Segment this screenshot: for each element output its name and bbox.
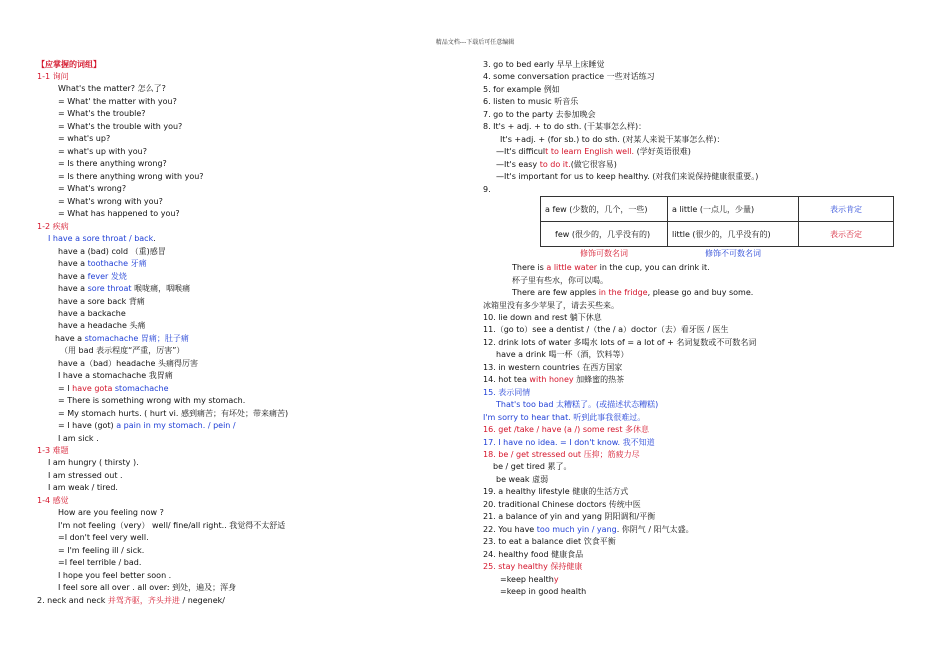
text-line <box>58 507 164 518</box>
text-line <box>483 184 491 195</box>
table-cell <box>799 247 894 260</box>
text-line <box>55 333 189 344</box>
text-span: =keep health <box>500 575 554 584</box>
text-line <box>483 536 616 547</box>
text-span: = What's wrong with you? <box>58 197 163 206</box>
text-line <box>60 345 184 356</box>
text-span: I am weak / tired. <box>48 483 118 492</box>
text-line <box>483 84 560 95</box>
text-line <box>483 324 729 335</box>
text-line <box>58 532 149 543</box>
text-span: toothache 牙痛 <box>87 259 147 268</box>
text-line <box>58 320 145 331</box>
text-line <box>58 133 110 144</box>
text-span: （用 bad 表示程度“严重，厉害”） <box>60 346 185 355</box>
text-span: sore throat <box>87 284 132 293</box>
text-span: I have a sore throat / back <box>48 234 154 243</box>
text-line <box>58 520 285 531</box>
table-cell: a little (一点儿，少量) <box>668 197 799 222</box>
text-line <box>483 337 756 348</box>
text-span: = what's up with you? <box>58 147 147 156</box>
text-line <box>58 420 236 431</box>
text-span: have a（bad）headache 头痛得厉害 <box>58 359 198 368</box>
text-line <box>58 557 141 568</box>
text-line <box>37 221 69 232</box>
text-span: a pain in my stomach. / pein / <box>116 421 236 430</box>
text-line <box>500 134 725 145</box>
text-line <box>496 474 548 485</box>
text-line <box>483 71 655 82</box>
text-span: a <box>107 384 113 393</box>
text-span: 14. hot tea <box>483 375 530 384</box>
text-span: 4. some conversation practice 一些对话练习 <box>483 72 655 81</box>
text-line <box>58 208 180 219</box>
text-span: 19. a healthy lifestyle 健康的生活方式 <box>483 487 629 496</box>
text-span: in the fridge <box>598 288 648 297</box>
text-line <box>58 383 169 394</box>
text-span: (学好英语很难) <box>634 147 691 156</box>
text-line <box>496 349 628 360</box>
text-line <box>58 358 198 369</box>
text-line <box>48 457 139 468</box>
text-span: 16. get /take / have (a /) some rest 多休息 <box>483 425 650 434</box>
text-line <box>483 362 622 373</box>
table-cell: 修饰不可数名词 <box>668 247 799 260</box>
text-span: I hope you feel better soon . <box>58 571 172 580</box>
text-span: have a <box>58 284 88 293</box>
text-line <box>483 59 605 70</box>
text-span: 并驾齐驱，齐头并进 <box>107 596 180 605</box>
text-span: 6. listen to music 听音乐 <box>483 97 579 106</box>
text-line <box>483 300 619 311</box>
text-line <box>37 71 69 82</box>
text-span: too much yin / yang <box>536 525 617 534</box>
text-line <box>58 395 245 406</box>
text-span: =I feel terrible / bad. <box>58 558 142 567</box>
text-line <box>58 246 166 257</box>
text-span: 15. 表示同情 <box>483 388 531 397</box>
text-span: be / get tired 累了。 <box>493 462 572 471</box>
text-line <box>483 499 641 510</box>
text-line <box>58 83 166 94</box>
text-line <box>493 461 571 472</box>
text-line <box>58 370 173 381</box>
text-span: have a headache 头痛 <box>58 321 146 330</box>
text-span: I'm sorry to hear that. 听到此事我很难过。 <box>483 413 646 422</box>
text-span: I feel sore all over . all over: 到处，遍及；浑身 <box>58 583 237 592</box>
text-span: 1-3 难题 <box>37 446 69 455</box>
text-span: =keep in good health <box>500 587 587 596</box>
text-span: . 你阴气 / 阳气太盛。 <box>616 525 694 534</box>
text-line <box>58 308 126 319</box>
text-line <box>483 374 624 385</box>
text-line <box>483 312 602 323</box>
text-line <box>48 233 156 244</box>
table-cell: a few (少数的，几个，一些) <box>541 197 668 222</box>
text-span: 喉咙痛，咽喉痛 <box>131 284 191 293</box>
text-line <box>58 545 144 556</box>
table-cell: few (很少的，几乎没有的) <box>541 222 668 247</box>
text-line <box>58 146 147 157</box>
text-span: 25. stay healthy 保持健康 <box>483 562 583 571</box>
text-line <box>58 258 147 269</box>
text-span: stomachache <box>112 384 169 393</box>
text-line <box>58 121 182 132</box>
text-line <box>58 570 171 581</box>
text-span: = I <box>58 384 73 393</box>
text-line <box>58 196 163 207</box>
text-span: 1-1 询问 <box>37 72 69 81</box>
text-span: I am stressed out . <box>48 471 123 480</box>
text-span: 3. go to bed early 早早上床睡觉 <box>483 60 605 69</box>
text-line <box>483 96 578 107</box>
text-span: = what's up? <box>58 134 111 143</box>
text-span: 加蜂蜜的热茶 <box>573 375 625 384</box>
text-line <box>58 408 288 419</box>
few-little-table <box>540 196 894 259</box>
text-line <box>496 171 758 182</box>
text-span: 8. It's + adj. + to do sth. (干某事怎么样)： <box>483 122 647 131</box>
text-span: with honey <box>529 375 574 384</box>
text-line <box>512 262 710 273</box>
text-span: t to learn English well. <box>545 147 635 156</box>
text-span: —It's important for us to keep healthy. (对我们来说保持健康很重要。) <box>496 172 759 181</box>
text-span: 5. for example 例如 <box>483 85 560 94</box>
text-line <box>58 271 127 282</box>
text-line <box>496 159 617 170</box>
text-span: = What has happened to you? <box>58 209 180 218</box>
text-span: = My stomach hurts. ( hurt vi. 感到痛苦；有坏处；带来痛苦) <box>58 409 289 418</box>
text-line <box>37 495 69 506</box>
text-span: 20. traditional Chinese doctors 传统中医 <box>483 500 641 509</box>
text-line <box>483 387 530 398</box>
text-span: 7. go to the party 去参加晚会 <box>483 110 596 119</box>
table-cell: 表示否定 <box>799 222 894 247</box>
text-span: . <box>153 234 156 243</box>
text-span: have got <box>72 384 108 393</box>
text-line <box>483 437 655 448</box>
text-span: = What's the trouble? <box>58 109 146 118</box>
text-span: 18. be / get stressed out 压抑；筋疲力尽 <box>483 450 640 459</box>
text-line <box>500 574 559 585</box>
text-span: 13. in western countries 在西方国家 <box>483 363 623 372</box>
text-line <box>496 146 691 157</box>
text-span: = What' the matter with you? <box>58 97 177 106</box>
text-span: I have a stomachache 我胃痛 <box>58 371 173 380</box>
text-line <box>58 96 177 107</box>
text-span: I am hungry ( thirsty ). <box>48 458 139 467</box>
text-span: be weak 虚弱 <box>496 475 549 484</box>
text-span: fever 发烧 <box>87 272 127 281</box>
text-span: have a <box>58 259 88 268</box>
text-span: have a (bad) cold （重)感冒 <box>58 247 166 256</box>
text-span: 1-4 感觉 <box>37 496 69 505</box>
table-cell: little (很少的，几乎没有的) <box>668 222 799 247</box>
text-line <box>483 561 582 572</box>
text-span: I'm not feeling（very） well/ fine/all right.. 我觉得不太舒适 <box>58 521 286 530</box>
text-line <box>58 283 190 294</box>
text-span: 2. neck and neck <box>37 596 108 605</box>
text-line <box>483 449 640 460</box>
text-span: It's +adj. + (for sb.) to do sth. (对某人来说干某事怎么样)： <box>500 135 725 144</box>
text-span: / negenek/ <box>179 596 225 605</box>
text-span: have a drink 喝一杯（酒，饮料等） <box>496 350 629 359</box>
text-line <box>512 287 753 298</box>
text-line <box>37 59 101 70</box>
text-span: How are you feeling now ? <box>58 508 164 517</box>
text-line <box>48 482 118 493</box>
text-span: 11.（go to）see a dentist /（the / a）doctor（去）看牙医 / 医生 <box>483 325 729 334</box>
text-span: There are few apples <box>512 288 599 297</box>
text-span: = What's wrong? <box>58 184 127 193</box>
text-line <box>500 586 586 597</box>
text-span: have a sore back 背痛 <box>58 297 145 306</box>
text-span: 杯子里有些水，你可以喝。 <box>512 276 608 285</box>
text-span: —It's difficul <box>496 147 546 156</box>
text-line <box>512 275 608 286</box>
text-span: 12. drink lots of water 多喝水 lots of = a lot of + 名词复数或不可数名词 <box>483 338 757 347</box>
text-span: = Is there anything wrong? <box>58 159 167 168</box>
text-line <box>483 549 583 560</box>
text-span: a little water <box>546 263 598 272</box>
text-span: 冰箱里没有多少苹果了，请去买些来。 <box>483 301 619 310</box>
text-span: 9. <box>483 185 491 194</box>
text-line <box>483 412 645 423</box>
text-line <box>58 171 204 182</box>
text-span: to do it. <box>539 160 571 169</box>
text-line <box>496 399 658 410</box>
text-line <box>483 524 694 535</box>
text-line <box>58 296 145 307</box>
text-span: 【应掌握的词组】 <box>37 60 101 69</box>
text-line <box>483 109 596 120</box>
text-span: = I have (got) <box>58 421 117 430</box>
text-span: =I don't feel very well. <box>58 533 149 542</box>
text-span: 22. You have <box>483 525 537 534</box>
text-span: What's the matter? 怎么了? <box>58 84 166 93</box>
page-header: 精品文档---下载后可任意编辑 <box>435 39 515 46</box>
text-span: —It's easy <box>496 160 540 169</box>
text-span: , please go and buy some. <box>647 288 754 297</box>
text-span: 10. lie down and rest 躺下休息 <box>483 313 602 322</box>
text-span: = There is something wrong with my stomach. <box>58 396 246 405</box>
text-span: There is <box>512 263 547 272</box>
text-span: I am sick . <box>58 434 99 443</box>
text-span: = What's the trouble with you? <box>58 122 183 131</box>
table-row <box>541 197 894 222</box>
text-span: have a backache <box>58 309 126 318</box>
table-cell: 表示肯定 <box>799 197 894 222</box>
text-span: stomachache 胃痛；肚子痛 <box>84 334 189 343</box>
table-cell: 修饰可数名词 <box>541 247 668 260</box>
text-span: (做它很容易) <box>570 160 617 169</box>
text-line <box>58 108 146 119</box>
text-span: y <box>553 575 559 584</box>
text-span: = I'm feeling ill / sick. <box>58 546 145 555</box>
text-span: 17. I have no idea. = I don't know. 我不知道 <box>483 438 655 447</box>
text-span: = Is there anything wrong with you? <box>58 172 204 181</box>
text-line <box>48 470 123 481</box>
table-row <box>541 247 894 260</box>
text-line <box>58 582 236 593</box>
text-line <box>483 486 628 497</box>
text-span: 24. healthy food 健康食品 <box>483 550 584 559</box>
text-line <box>58 183 126 194</box>
text-line <box>37 445 69 456</box>
text-span: 1-2 疾病 <box>37 222 69 231</box>
text-line <box>58 433 99 444</box>
text-span: 21. a balance of yin and yang 阴阳调和/平衡 <box>483 512 656 521</box>
text-line <box>37 595 225 606</box>
text-line <box>58 158 167 169</box>
text-span: have a <box>55 334 85 343</box>
text-span: have a <box>58 272 88 281</box>
text-line <box>483 424 649 435</box>
text-span: 23. to eat a balance diet 饮食平衡 <box>483 537 616 546</box>
text-line <box>483 511 655 522</box>
text-line <box>483 121 646 132</box>
table-row <box>541 222 894 247</box>
text-span: in the cup, you can drink it. <box>597 263 710 272</box>
text-span: That's too bad 太糟糕了。(或描述状态糟糕) <box>496 400 659 409</box>
